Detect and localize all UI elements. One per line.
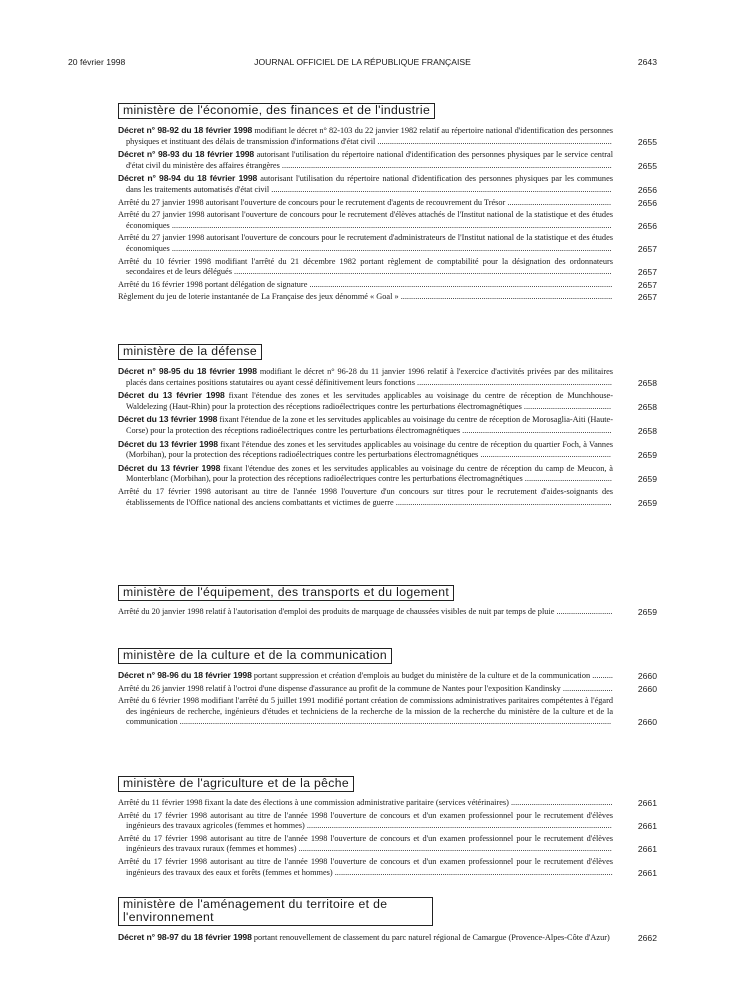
ministry-section [118, 897, 657, 944]
toc-entry[interactable] [118, 857, 657, 878]
entry-page-number: 2656 [637, 220, 657, 231]
entry-text [118, 210, 613, 231]
ministry-heading: ministère de l'équipement, des transports et du logement [118, 585, 454, 601]
toc-entry[interactable] [118, 684, 657, 695]
entry-page-number: 2657 [637, 267, 657, 278]
entry-title: Règlement du jeu de loterie instantanée de La Française des jeux dénommé « Goal » ...................................................................................................... [118, 292, 613, 302]
toc-entry[interactable] [118, 439, 657, 461]
entry-title: fixant l'étendue des zones et les servitudes applicables au voisinage du centre de réception du quartier Foch, à Vannes (Morbihan), pour la protection des réceptions radioélectriques contre les perturbations électromagnétiques ............................................................... [126, 439, 613, 460]
toc-entry[interactable] [118, 149, 657, 171]
entry-text [118, 439, 613, 461]
entry-text [118, 125, 613, 147]
entry-text [118, 173, 613, 195]
page-number: 2643 [637, 57, 657, 67]
entry-page-number: 2660 [637, 683, 657, 694]
entry-text [118, 811, 613, 832]
entry-text [118, 257, 613, 278]
entry-title: Arrêté du 16 février 1998 portant délégation de signature .................................................................................................................................................. [118, 279, 613, 289]
toc-entry[interactable] [118, 487, 657, 508]
ministry-heading: ministère de l'agriculture et de la pêche [118, 776, 354, 792]
ministry-section [118, 101, 657, 303]
toc-entry[interactable] [118, 233, 657, 254]
entry-text [118, 366, 613, 388]
entry-title: Arrêté du 17 février 1998 autorisant au titre de l'année 1998 l'ouverture de concours et d'un examen professionnel pour le recrutement d'élèves ingénieurs des travaux ruraux (femmes et hommes) ....................................................................................................................................................... [118, 833, 613, 854]
entry-title: portant renouvellement de classement du parc naturel régional de Camargue (Provence-Alpes-Côte d'Azur) [253, 933, 610, 942]
entry-text [118, 696, 613, 728]
entry-text [118, 607, 613, 618]
entry-title: Arrêté du 27 janvier 1998 autorisant l'ouverture de concours pour le recrutement d'élèves attachés de l'Institut national de la statistique et des études économiques .................................................................................................................................................................................................................... [118, 210, 613, 230]
entry-text [118, 798, 613, 809]
entry-page-number: 2661 [637, 844, 657, 855]
entry-text [118, 834, 613, 855]
toc-entry[interactable] [118, 210, 657, 231]
entry-title: Arrêté du 10 février 1998 modifiant l'arrêté du 21 décembre 1982 portant règlement de comptabilité pour la désignation des ordonnateurs secondaires et de leurs délégués ...................................................................................................................................................................................... [118, 256, 613, 277]
entry-text [118, 390, 613, 412]
entry-title: Arrêté du 6 février 1998 modifiant l'arrêté du 5 juillet 1991 modifié portant création de commissions administratives paritaires compétentes à l'égard des ingénieurs de recherche, ingénieurs d'études et techniciens de la recherche de la mission de la recherche du ministère de la culture et de la communication ................................................................................................................................................................................................................ [118, 696, 613, 727]
ministry-section [118, 342, 657, 508]
decree-reference: Décret n° 98-93 du 18 février 1998 [118, 149, 255, 160]
entry-text [118, 149, 613, 171]
entry-text [118, 198, 613, 209]
entry-title: portant suppression et création d'emplois au budget du ministère de la culture et de la communication .......... [253, 671, 613, 680]
entry-page-number: 2662 [637, 933, 657, 943]
toc-entry[interactable] [118, 257, 657, 278]
entry-page-number: 2659 [637, 474, 657, 485]
toc-entry[interactable] [118, 463, 657, 485]
toc-entry[interactable] [118, 390, 657, 412]
entry-title: Arrêté du 27 janvier 1998 autorisant l'ouverture de concours pour le recrutement d'administrateurs de l'Institut national de la statistique et des études économiques .................................................................................................................................................................................................................... [118, 233, 613, 253]
entry-text [118, 932, 613, 944]
entry-text [118, 463, 613, 485]
ministry-heading: ministère de la culture et de la communication [118, 648, 392, 664]
toc-entry[interactable] [118, 798, 657, 809]
entry-page-number: 2658 [637, 425, 657, 436]
entry-title: modifiant le décret n° 96-28 du 11 janvier 1996 relatif à l'exercice d'activités privées par des militaires placés dans certaines positions statutaires ou ayant cessé définitivement leurs fonctions .............................................................................................. [126, 367, 614, 387]
entry-title: Arrêté du 17 février 1998 autorisant au titre de l'année 1998 l'ouverture de concours et d'un examen professionnel pour le recrutement d'élèves ingénieurs des travaux agricoles (femmes et hommes) ................................................................................................................................................... [118, 810, 613, 831]
entry-page-number: 2660 [637, 717, 657, 728]
entry-text [118, 280, 613, 291]
entry-title: Arrêté du 20 janvier 1998 relatif à l'autorisation d'emploi des produits de marquage de chaussées visibles de nuit par temps de pluie ........................... [118, 607, 613, 616]
entry-title: fixant l'étendue des zones et les servitudes applicables au voisinage du centre de réception du camp de Meucon, à Monterblanc (Morbihan), pour la protection des réceptions radioélectriques contre les perturbations électromagnétiques .......................................... [126, 463, 613, 484]
decree-reference: Décret du 13 février 1998 [118, 414, 218, 425]
entry-page-number: 2659 [637, 497, 657, 508]
entry-text [118, 414, 613, 436]
ministry-heading: ministère de l'aménagement du territoire et de l'environnement [118, 897, 433, 926]
ministry-section [118, 583, 657, 618]
ministry-section [118, 774, 657, 878]
entry-title: fixant l'étendue de la zone et les servitudes applicables au voisinage du centre de réception de Morosaglia-Aiti (Haute-Corse) pour la protection des réceptions radioélectriques contre les perturbations électromagnétiques ........................................................................ [126, 415, 613, 435]
ministry-section [118, 646, 657, 728]
toc-entry[interactable] [118, 607, 657, 618]
toc-entry[interactable] [118, 811, 657, 832]
entry-page-number: 2657 [637, 243, 657, 254]
toc-entry[interactable] [118, 414, 657, 436]
decree-reference: Décret n° 98-96 du 18 février 1998 [118, 670, 252, 680]
entry-page-number: 2655 [637, 160, 657, 171]
journal-title: JOURNAL OFFICIEL DE LA RÉPUBLIQUE FRANÇAISE [254, 57, 471, 67]
entry-page-number: 2661 [637, 821, 657, 832]
toc-entry[interactable] [118, 696, 657, 728]
entry-title: fixant l'étendue des zones et les servitudes applicables au voisinage du centre de réception de Munchhouse-Waldelezing (Haut-Rhin) pour la protection des réceptions radioélectriques contre les perturbations électromagnétiques .......................................... [126, 391, 613, 411]
entry-page-number: 2658 [637, 377, 657, 388]
decree-reference: Décret du 13 février 1998 [118, 390, 225, 401]
toc-entry[interactable] [118, 932, 657, 944]
entry-page-number: 2657 [637, 292, 657, 303]
entry-page-number: 2657 [637, 279, 657, 290]
entry-page-number: 2658 [637, 401, 657, 412]
entry-page-number: 2656 [637, 197, 657, 208]
entry-page-number: 2656 [637, 184, 657, 195]
toc-entry[interactable] [118, 834, 657, 855]
entry-title: modifiant le décret n° 82-103 du 22 janvier 1982 relatif au répertoire national d'identification des personnes physiques et instituant des délais de transmission d'informations d'état civil ................................................................................................................. [126, 126, 614, 146]
running-header [68, 57, 657, 69]
entry-title: Arrêté du 17 février 1998 autorisant au titre de l'année 1998 l'ouverture de concours et d'un examen professionnel pour le recrutement d'élèves ingénieurs des travaux des eaux et forêts (femmes et hommes) ...................................................................................................................................... [118, 856, 613, 877]
entry-text [118, 670, 613, 682]
entry-page-number: 2655 [637, 136, 657, 147]
toc-entry[interactable] [118, 670, 657, 682]
entry-page-number: 2661 [637, 867, 657, 878]
toc-entry[interactable] [118, 125, 657, 147]
toc-entry[interactable] [118, 198, 657, 209]
entry-title: autorisant l'utilisation du répertoire national d'identification des personnes physiques par les communes dans les traitements automatisés d'état civil .................................................................................................................................................................... [126, 174, 613, 194]
decree-reference: Décret du 13 février 1998 [118, 438, 218, 449]
decree-reference: Décret n° 98-97 du 18 février 1998 [118, 932, 252, 942]
decree-reference: Décret du 13 février 1998 [118, 462, 221, 473]
toc-entry[interactable] [118, 292, 657, 303]
toc-entry[interactable] [118, 280, 657, 291]
entry-title: Arrêté du 17 février 1998 autorisant au titre de l'année 1998 l'ouverture d'un concours sur titres pour le recrutement d'aides-soignants des établissements de l'Office national des anciens combattants et victimes de guerre ........................................................................................................ [118, 486, 613, 507]
entry-title: autorisant l'utilisation du répertoire national d'identification des personnes physiques par le service central d'état civil du ministère des affaires étrangères ............................................................................................................................................................... [126, 150, 614, 170]
entry-page-number: 2659 [637, 450, 657, 461]
ministry-heading: ministère de la défense [118, 344, 262, 360]
decree-reference: Décret n° 98-95 du 18 février 1998 [118, 366, 257, 376]
entry-text [118, 292, 613, 303]
entry-title: Arrêté du 27 janvier 1998 autorisant l'ouverture de concours pour le recrutement d'agents de recouvrement du Trésor .................................................. [118, 197, 612, 207]
ministry-heading: ministère de l'économie, des finances et de l'industrie [118, 103, 435, 119]
entry-text [118, 487, 613, 508]
decree-reference: Décret n° 98-92 du 18 février 1998 [118, 125, 253, 135]
entry-title: Arrêté du 26 janvier 1998 relatif à l'octroi d'une dispense d'assurance au profit de la commune de Nantes pour l'exposition Kandinsky ........................ [118, 683, 613, 693]
entry-page-number: 2661 [637, 798, 657, 808]
entry-text [118, 857, 613, 878]
issue-date: 20 février 1998 [68, 57, 126, 67]
entry-text [118, 684, 613, 695]
entry-title: Arrêté du 11 février 1998 fixant la date des élections à une commission administrative paritaire (services vétérinaires) ................................................. [118, 798, 613, 807]
decree-reference: Décret n° 98-94 du 18 février 1998 [118, 173, 258, 184]
toc-entry[interactable] [118, 173, 657, 195]
entry-page-number: 2659 [637, 607, 657, 617]
entry-text [118, 233, 613, 254]
entry-page-number: 2660 [637, 671, 657, 681]
toc-entry[interactable] [118, 366, 657, 388]
